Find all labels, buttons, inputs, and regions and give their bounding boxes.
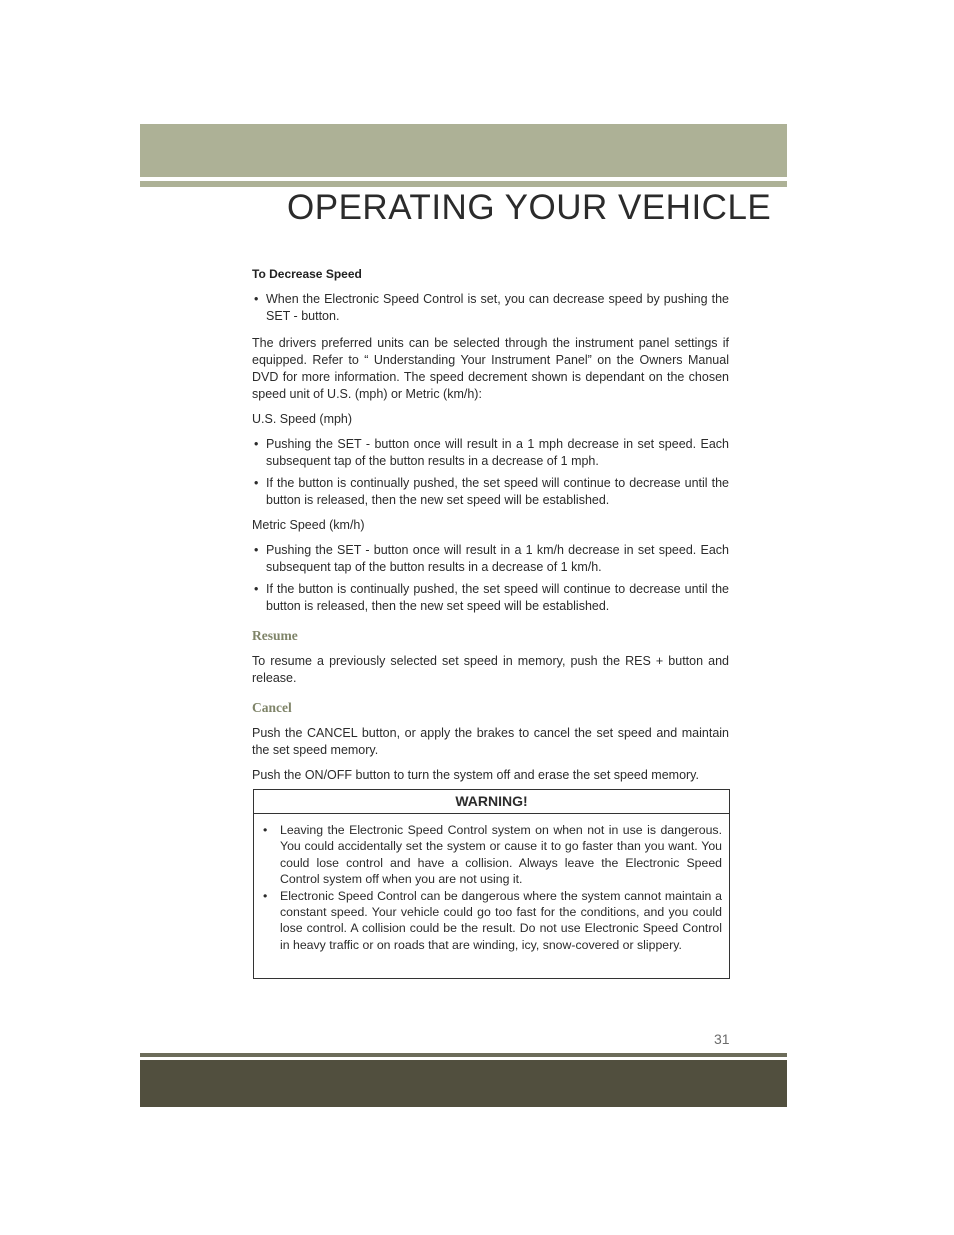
list-item: • If the button is continually pushed, the set speed will continue to decrease until the button is released, then the new set speed will be established. [254,476,729,507]
warning-item: • Electronic Speed Control can be dangerous where the system cannot maintain a constant speed. Your vehicle could go too fast for the conditions, and you could lose control. A collision could be the result. Do not use Electronic Speed Control in heavy traffic or on roads that are winding, icy, snow-covered or slippery. [263,888,722,952]
main-content [252,266,729,792]
list-item: • If the button is continually pushed, the set speed will continue to decrease until the button is released, then the new set speed will be established. [254,582,729,613]
warning-box [253,789,730,979]
decrease-speed-heading: To Decrease Speed [252,267,362,281]
warning-item: • Leaving the Electronic Speed Control system on when not in use is dangerous. You could accidentally set the system or cause it to go faster than you want. You could lose control and have a collision. Always leave the Electronic Speed Control system off when you are not using it. [263,823,722,887]
metric-speed-label: Metric Speed (km/h) [252,518,365,532]
footer-rule [140,1053,787,1057]
list-item: • Pushing the SET - button once will result in a 1 mph decrease in set speed. Each subsequent tap of the button results in a decrease of 1 mph. [254,437,729,468]
resume-heading: Resume [252,628,298,643]
units-paragraph: The drivers preferred units can be selected through the instrument panel settings if equipped. Refer to “ Understanding Your Instrument Panel” on the Owners Manual DVD for more information. The speed decrement shown is dependant on the chosen speed unit of U.S. (mph) or Metric (km/h): [252,336,729,401]
list-item: • When the Electronic Speed Control is set, you can decrease speed by pushing the SET - button. [254,292,729,323]
cancel-paragraph: Push the CANCEL button, or apply the brakes to cancel the set speed and maintain the set speed memory. [252,726,729,757]
us-speed-label: U.S. Speed (mph) [252,412,353,426]
section-title: OPERATING YOUR VEHICLE [287,188,772,227]
onoff-paragraph: Push the ON/OFF button to turn the system off and erase the set speed memory. [252,768,699,782]
cancel-heading: Cancel [252,700,292,715]
warning-body [254,814,729,953]
page-number: 31 [714,1031,730,1047]
resume-paragraph: To resume a previously selected set speed in memory, push the RES + button and release. [252,654,729,685]
header-band [140,124,787,177]
footer-band [140,1060,787,1107]
warning-title: WARNING! [254,790,729,814]
header-rule [140,181,787,187]
list-item: • Pushing the SET - button once will result in a 1 km/h decrease in set speed. Each subsequent tap of the button results in a decrease of 1 km/h. [254,543,729,574]
